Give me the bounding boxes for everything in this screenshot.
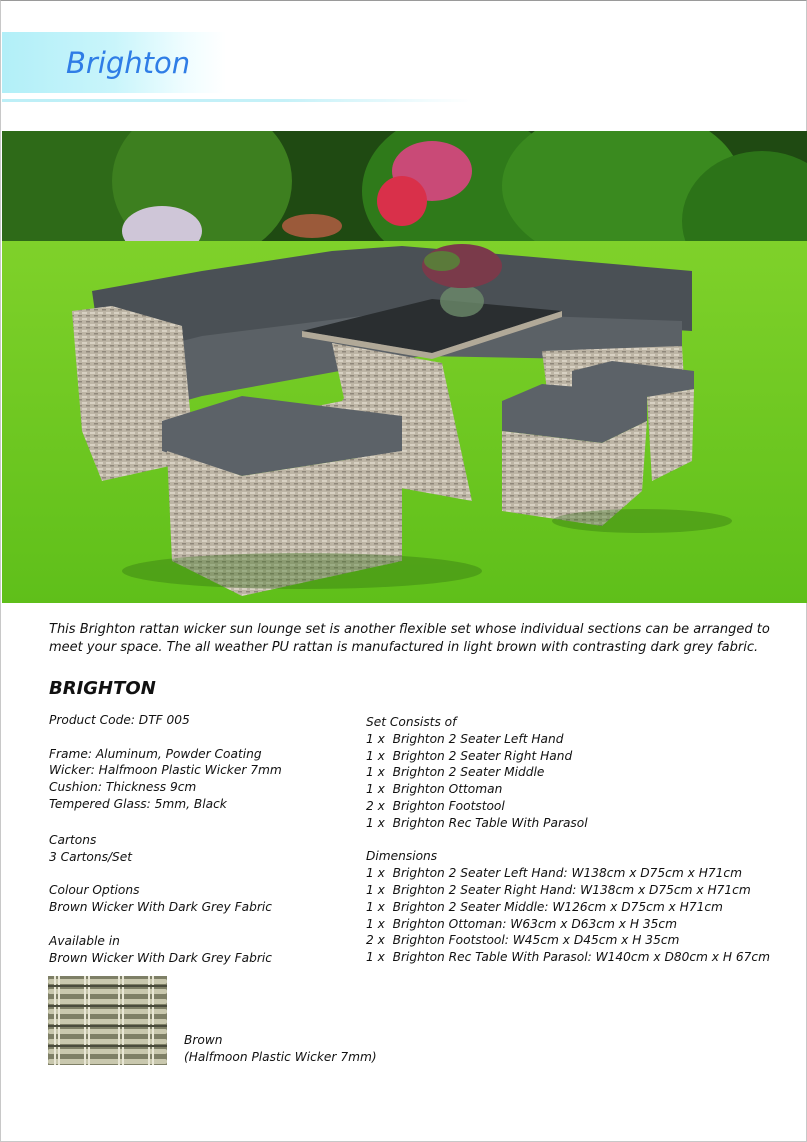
set-item-qty: 1 x: [366, 782, 385, 797]
set-item: [366, 748, 806, 765]
set-item-name: Brighton 2 Seater Right Hand: [392, 748, 573, 763]
set-consists-heading: Set Consists of: [366, 715, 457, 729]
set-item-name: Brighton Ottoman: [392, 782, 503, 797]
dimension-item-text: Brighton 2 Seater Right Hand: W138cm x D75cm x H71cm: [392, 882, 751, 897]
dimension-item-text: Brighton 2 Seater Middle: W126cm x D75cm x H71cm: [392, 899, 723, 914]
product-description: This Brighton rattan wicker sun lounge set is another flexible set whose individual sections can be arranged to meet your space. The all weather PU rattan is manufactured in light brown with contrasting dark grey fabric.: [49, 622, 770, 655]
set-item: [366, 815, 806, 832]
set-contents-column: [366, 714, 806, 966]
set-item-name: Brighton Footstool: [392, 798, 505, 813]
set-item-name: Brighton Rec Table With Parasol: [392, 815, 588, 830]
set-item-qty: 1 x: [366, 815, 385, 830]
wicker-weave-texture: [48, 976, 167, 1065]
set-item-qty: 1 x: [366, 731, 385, 746]
set-item-qty: 1 x: [366, 765, 385, 780]
dimension-item: [366, 899, 806, 916]
dimension-item-qty: 1 x: [366, 916, 385, 931]
colour-options-heading: Colour Options: [49, 883, 140, 898]
set-item: [366, 731, 806, 748]
dimension-item-qty: 1 x: [366, 899, 385, 914]
dimension-item-qty: 1 x: [366, 866, 385, 881]
dimensions-heading: Dimensions: [366, 849, 438, 864]
colour-options-value: Brown Wicker With Dark Grey Fabric: [49, 900, 272, 915]
spec-frame: Frame: Aluminum, Powder Coating: [49, 746, 262, 761]
garden-scene-illustration: [2, 131, 807, 603]
available-in-heading: Available in: [49, 933, 120, 948]
cartons-heading: Cartons: [49, 832, 97, 847]
set-item-name: Brighton 2 Seater Middle: [392, 765, 545, 780]
swatch-colour-label: Brown: [184, 1033, 223, 1047]
dimension-item-qty: 2 x: [366, 933, 385, 948]
dimension-item: [366, 916, 806, 933]
dimension-item: [366, 865, 806, 882]
hero-product-photo: [2, 131, 807, 603]
spec-cushion: Cushion: Thickness 9cm: [49, 780, 197, 795]
set-item-qty: 2 x: [366, 798, 385, 813]
dimension-item-qty: 1 x: [366, 950, 385, 965]
spec-glass: Tempered Glass: 5mm, Black: [49, 796, 227, 811]
available-in-value: Brown Wicker With Dark Grey Fabric: [49, 950, 272, 965]
swatch-material-label: (Halfmoon Plastic Wicker 7mm): [184, 1049, 377, 1064]
set-item: [366, 764, 806, 781]
title-divider: [2, 99, 472, 102]
dimension-item-text: Brighton Rec Table With Parasol: W140cm x D80cm x H 67cm: [392, 950, 770, 965]
dimension-item-text: Brighton Footstool: W45cm x D45cm x H 35cm: [392, 933, 680, 948]
dimension-item-text: Brighton 2 Seater Left Hand: W138cm x D75cm x H71cm: [392, 866, 742, 881]
dimension-item: [366, 949, 806, 966]
product-specs-column: [49, 712, 349, 967]
set-item: [366, 781, 806, 798]
product-name-heading: BRIGHTON: [49, 678, 156, 699]
wicker-swatch-image: [48, 976, 167, 1065]
dimension-item-qty: 1 x: [366, 882, 385, 897]
dimension-item-text: Brighton Ottoman: W63cm x D63cm x H 35cm: [392, 916, 677, 931]
page-title: Brighton: [66, 46, 191, 80]
cartons-value: 3 Cartons/Set: [49, 849, 133, 864]
set-item-name: Brighton 2 Seater Left Hand: [392, 731, 564, 746]
set-item: [366, 798, 806, 815]
spec-wicker: Wicker: Halfmoon Plastic Wicker 7mm: [49, 763, 282, 778]
dimension-item: [366, 882, 806, 899]
dimension-item: [366, 932, 806, 949]
product-code: Product Code: DTF 005: [49, 713, 190, 727]
set-item-qty: 1 x: [366, 748, 385, 763]
swatch-caption: [184, 1032, 377, 1066]
